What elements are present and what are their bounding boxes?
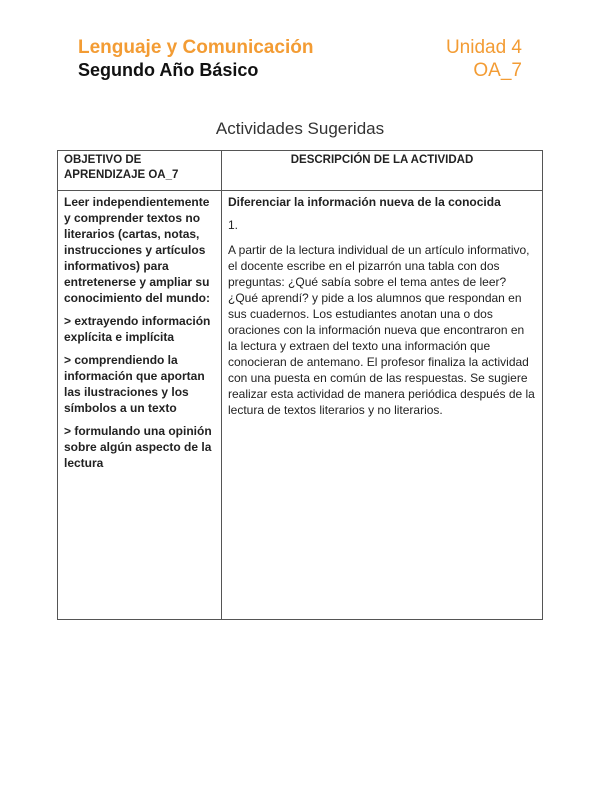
page-header	[78, 36, 522, 82]
grade-label: Segundo Año Básico	[78, 60, 259, 80]
header-description: DESCRIPCIÓN DE LA ACTIVIDAD	[222, 151, 542, 191]
oa-label: OA_7	[473, 60, 522, 81]
activity-number: 1.	[228, 218, 239, 232]
header-objective: OBJETIVO DE APRENDIZAJE OA_7	[58, 151, 222, 191]
section-title: Actividades Sugeridas	[215, 119, 385, 138]
objective-point: > formulando una opinión sobre algún aspecto de la lectura	[64, 424, 212, 470]
unit-label: Unidad 4	[445, 37, 522, 58]
objective-cell	[58, 191, 222, 619]
subject-title: Lenguaje y Comunicación	[78, 37, 314, 58]
activity-title: Diferenciar la información nueva de la conocida	[228, 195, 501, 209]
objective-main: Leer independientemente y comprender textos no literarios (cartas, notas, instrucciones y artículos informativos) para entretenerse y ampliar su conocimiento del mundo:	[64, 195, 210, 305]
objective-point: > comprendiendo la información que aportan las ilustraciones y los símbolos a un texto	[64, 353, 205, 415]
activity-description: A partir de la lectura individual de un artículo informativo, el docente escribe en el pizarrón una tabla con dos preguntas: ¿Qué sabía sobre el tema antes de leer? ¿Qué aprendí? y pide a los alumnos que respondan en sus cuadernos. Los estudiantes anotan una o dos oraciones con la información nueva que encontraron en la lectura y extraen del texto una información que conocieran de antemano. El profesor finaliza la actividad con una puesta en común de las respuestas. Se sugiere realizar esta actividad de manera periódica después de la lectura de textos literarios y no literarios.	[228, 243, 535, 417]
objective-point: > extrayendo información explícita e implícita	[64, 314, 211, 344]
header-row-top	[78, 36, 522, 59]
header-row-bottom	[78, 59, 522, 82]
activity-cell	[222, 191, 542, 619]
activities-table	[57, 150, 543, 620]
